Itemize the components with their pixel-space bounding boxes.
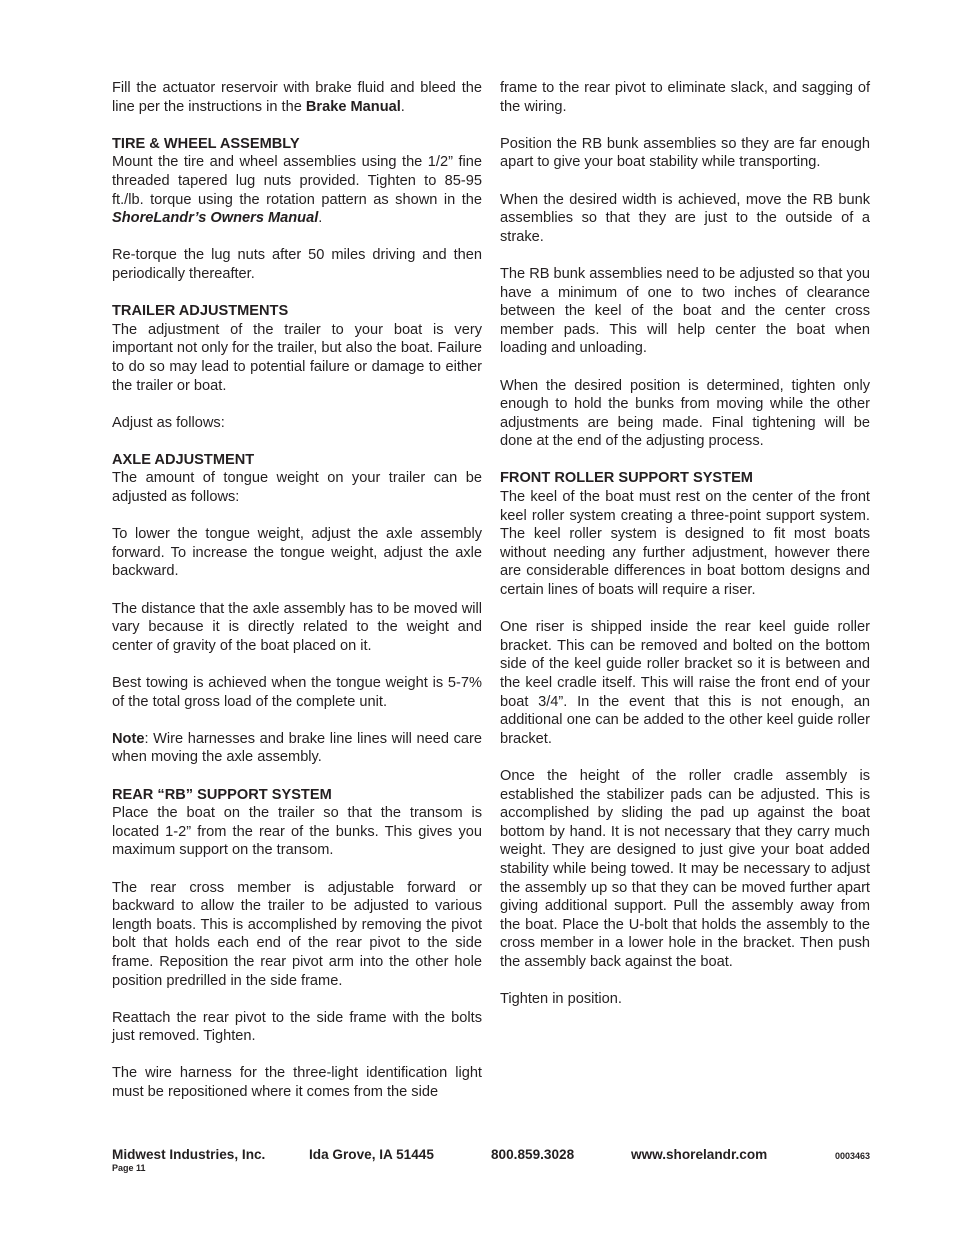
rear-paragraph-4: The wire harness for the three-light identification light must be repositioned where it comes from the side — [112, 1065, 482, 1101]
left-column — [112, 79, 482, 1102]
note-paragraph — [112, 730, 482, 767]
tire-end: . — [318, 210, 323, 227]
footer-location: Ida Grove, IA 51445 — [309, 1147, 434, 1162]
rb-paragraph-1: Position the RB bunk assemblies so they are far enough apart to give your boat stability while transporting. — [500, 135, 870, 171]
rb-paragraph-4: When the desired position is determined, tighten only enough to hold the bunks from moving while the other adjustments are being made. Final tightening will be done at the end of the adjusting process. — [500, 377, 870, 450]
front-paragraph-3: Once the height of the roller cradle assembly is established the stabilizer pads can be adjusted. This is accomplished by sliding the pad up against the boat bottom by hand. It is not necessary that they carry much weight. They are designed to just give your boat added stability while being towed. It may be necessary to adjust the assembly up so that they can be moved further apart giving additional support. Pull the assembly away from the boat. Place the U-bolt that holds the assembly to the cross member in a lower hole in the bracket. Then push the assembly back against the boat. — [500, 767, 870, 970]
intro-paragraph — [112, 79, 482, 116]
rb-paragraph-2: When the desired width is achieved, move the RB bunk assemblies so that they are just to the outside of a strake. — [500, 191, 870, 245]
right-column — [500, 79, 870, 1009]
heading-trailer-adjustments: TRAILER ADJUSTMENTS — [112, 303, 289, 320]
intro-text: Fill the actuator reservoir with brake fluid and bleed the line per the instructions in the — [112, 80, 482, 115]
axle-paragraph-1: The amount of tongue weight on your trailer can be adjusted as follows: — [112, 470, 482, 506]
rear-paragraph-2: The rear cross member is adjustable forward or backward to allow the trailer to be adjusted to various length boats. This is accomplished by removing the pivot bolt that holds each end of the rear pivot to the side frame. Reposition the rear pivot arm into the other hole position predrilled in the side frame. — [112, 879, 482, 989]
heading-axle-adjustment: AXLE ADJUSTMENT — [112, 451, 255, 468]
footer-company: Midwest Industries, Inc. — [112, 1147, 266, 1162]
front-paragraph-4: Tighten in position. — [500, 991, 622, 1008]
axle-paragraph-4: Best towing is achieved when the tongue weight is 5-7% of the total gross load of the complete unit. — [112, 675, 482, 710]
heading-front-roller-support: FRONT ROLLER SUPPORT SYSTEM — [500, 470, 753, 487]
front-paragraph-1: The keel of the boat must rest on the center of the front keel roller system creating a three-point support system. The keel roller system is designed to fit most boats without needing any further adjustment, however there are considerable differences in boat bottom designs and certain lines of boats will require a riser. — [500, 489, 870, 599]
owners-manual-ref: ShoreLandr’s Owners Manual — [112, 210, 319, 227]
axle-paragraph-3: The distance that the axle assembly has to be moved will vary because it is directly related to the weight and center of gravity of the boat placed on it. — [112, 600, 482, 654]
note-text: : Wire harnesses and brake line lines will need care when moving the axle assembly. — [112, 730, 482, 766]
intro-end: . — [400, 98, 405, 115]
tire-text: Mount the tire and wheel assemblies using the 1/2” fine threaded tapered lug nuts provided. Tighten to 85-95 ft./lb. torque using the rotation pattern as shown in the — [112, 154, 482, 208]
rear-paragraph-1: Place the boat on the trailer so that the transom is located 1-2” from the rear of the bunks. This gives you maximum support on the transom. — [112, 805, 482, 859]
footer-phone: 800.859.3028 — [491, 1147, 575, 1162]
heading-rear-rb-support: REAR “RB” SUPPORT SYSTEM — [112, 786, 332, 803]
continued-paragraph: frame to the rear pivot to eliminate slack, and sagging of the wiring. — [500, 80, 870, 115]
trailer-paragraph: The adjustment of the trailer to your boat is very important not only for the trailer, but also the boat. Failure to do so may lead to potential failure or damage to either the trailer or boat. — [112, 321, 482, 394]
tire-paragraph — [112, 153, 482, 227]
footer-website[interactable]: www.shorelandr.com — [631, 1147, 768, 1162]
note-label: Note — [112, 730, 145, 747]
footer-doc-code: 0003463 — [834, 1151, 870, 1161]
rb-paragraph-3: The RB bunk assemblies need to be adjusted so that you have a minimum of one to two inches of clearance between the keel of the boat and the center cross member pads. This will help center the boat when loading and unloading. — [500, 265, 870, 357]
page-footer — [112, 1147, 870, 1187]
heading-tire-wheel: TIRE & WHEEL ASSEMBLY — [112, 135, 300, 152]
page-number: Page 11 — [112, 1163, 146, 1173]
adjust-paragraph: Adjust as follows: — [112, 414, 225, 431]
rear-paragraph-3: Reattach the rear pivot to the side frame with the bolts just removed. Tighten. — [112, 1009, 482, 1045]
retorque-paragraph: Re-torque the lug nuts after 50 miles driving and then periodically thereafter. — [112, 247, 482, 282]
axle-paragraph-2: To lower the tongue weight, adjust the axle assembly forward. To increase the tongue weight, adjust the axle backward. — [112, 526, 482, 580]
brake-manual-ref: Brake Manual — [305, 98, 401, 115]
front-paragraph-2: One riser is shipped inside the rear keel guide roller bracket. This can be removed and bolted on the bottom side of the keel guide roller bracket so it is between and the keel cradle itself. This will raise the front end of your boat 3/4”. In the event that this is not enough, an additional one can be added to the other keel guide roller bracket. — [500, 619, 870, 747]
